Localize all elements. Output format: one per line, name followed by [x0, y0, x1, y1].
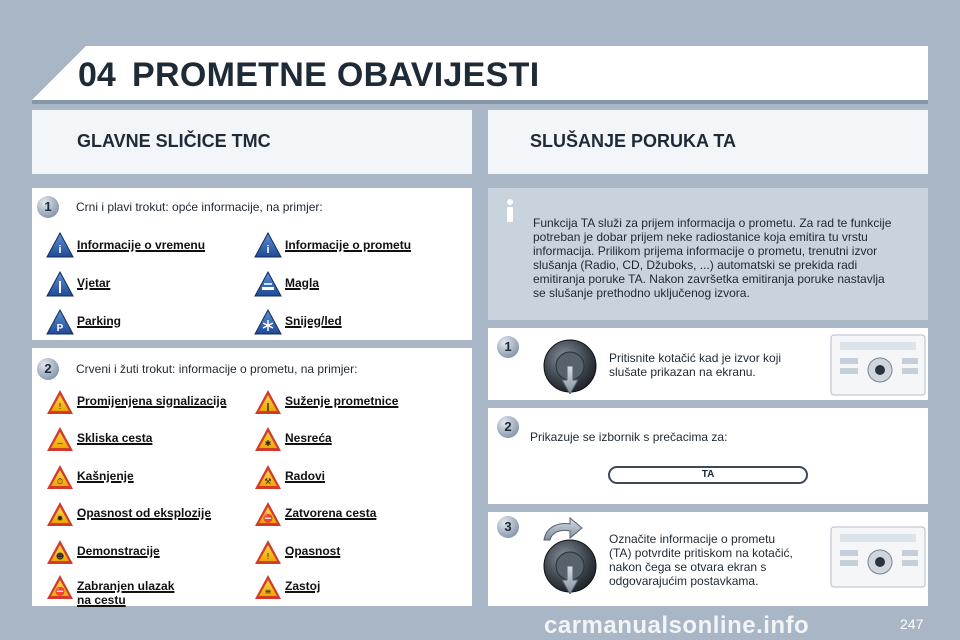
svg-text:⛔: ⛔	[263, 514, 273, 523]
radio-unit-icon	[830, 526, 926, 588]
road-narrows-icon	[254, 389, 282, 415]
svg-text:⛔: ⛔	[55, 587, 65, 596]
svg-text:i: i	[58, 244, 62, 256]
svg-text:✹: ✹	[56, 514, 64, 523]
svg-text:i: i	[266, 244, 270, 256]
ta-menu-item[interactable]: TA	[608, 466, 808, 484]
header-divider	[32, 100, 928, 104]
step-badge: 2	[37, 358, 59, 380]
ta-info-text: Funkcija TA služi za prijem informacija o prometu. Za rad te funkcije potreban je dobar prijem neke radiostanice koja emitira tu vrstu informacija. Prilikom prijema informacije o prometu, trenutni izvor slušanja (Radio, CD, Džuboks, ...) automatski se prekida radi emitiranja poruke TA. Nakon završetka emitiranja poruke nastavlja se slušanje prethodno uključenog izvora.	[533, 216, 892, 300]
rotary-knob-icon	[542, 338, 598, 394]
svg-text:⚒: ⚒	[264, 477, 272, 486]
no-entry-icon	[46, 574, 74, 600]
svg-text:⏱: ⏱	[56, 477, 64, 486]
delay-icon	[46, 464, 74, 490]
tmc-item-label: Nesreća	[285, 431, 332, 445]
rotary-knob-icon	[542, 538, 598, 594]
svg-text:‖: ‖	[266, 402, 270, 411]
step-badge: 2	[497, 416, 519, 438]
info-icon	[499, 197, 521, 223]
step2-text: Prikazuje se izbornik s prečacima za:	[530, 430, 728, 444]
tmc-item-label: Zatvorena cesta	[285, 506, 377, 520]
radio-unit-icon	[830, 334, 926, 396]
tmc-item-label: Opasnost	[285, 544, 341, 558]
explosion-icon	[46, 501, 74, 527]
step-badge: 1	[37, 196, 59, 218]
weather-info-icon	[46, 232, 74, 258]
tmc-item-label: Zabranjen ulazak na cestu	[77, 579, 175, 607]
svg-text:P: P	[56, 323, 64, 334]
chapter-number: 04	[78, 56, 116, 94]
page-title: PROMETNE OBAVIJESTI	[132, 56, 540, 94]
tmc-item-label: Radovi	[285, 469, 326, 483]
step-badge: 1	[497, 336, 519, 358]
svg-text:☻: ☻	[55, 552, 65, 561]
tmc-item-label: Vjetar	[77, 276, 111, 290]
tmc-item-label: Suženje prometnice	[285, 394, 399, 408]
fog-icon	[254, 271, 282, 297]
tmc-item-label: Promijenjena signalizacija	[77, 394, 227, 408]
group1-lead: Crni i plavi trokut: opće informacije, na primjer:	[76, 200, 323, 214]
tmc-item-label: Opasnost od eksplozije	[77, 506, 212, 520]
tmc-item-label: Zastoj	[285, 579, 321, 593]
parking-icon	[46, 309, 74, 335]
traffic-jam-icon	[254, 574, 282, 600]
danger-icon	[254, 539, 282, 565]
svg-text:✱: ✱	[264, 439, 272, 448]
tmc-item-label: Kašnjenje	[77, 469, 134, 483]
accident-icon	[254, 426, 282, 452]
signal-change-icon	[46, 389, 74, 415]
step-badge: 3	[497, 516, 519, 538]
demonstration-icon	[46, 539, 74, 565]
page-number: 247	[900, 616, 924, 632]
svg-text:~: ~	[56, 439, 64, 448]
wind-icon	[46, 271, 74, 297]
tmc-item-label: Demonstracije	[77, 544, 160, 558]
svg-text:≡: ≡	[264, 587, 272, 596]
tmc-item-label: Magla	[285, 276, 320, 290]
tmc-item-label: Snijeg/led	[285, 314, 342, 328]
traffic-info-icon	[254, 232, 282, 258]
roadworks-icon	[254, 464, 282, 490]
step3-text: Označite informacije o prometu (TA) potvrdite pritiskom na kotačić, nakon čega se otvara ekran s odgovarajućim postavkama.	[609, 532, 793, 588]
step2-panel	[488, 408, 928, 504]
slippery-road-icon	[46, 426, 74, 452]
group2-lead: Crveni i žuti trokut: informacije o prometu, na primjer:	[76, 362, 358, 376]
left-section-title: GLAVNE SLIČICE TMC	[77, 131, 271, 151]
tmc-item-label: Informacije o prometu	[285, 238, 412, 252]
svg-text:!: !	[266, 552, 270, 561]
tmc-item-label: Skliska cesta	[77, 431, 153, 445]
watermark: carmanualsonline.info	[544, 612, 810, 639]
tmc-item-label: Informacije o vremenu	[77, 238, 206, 252]
step1-text: Pritisnite kotačić kad je izvor koji slušate prikazan na ekranu.	[609, 351, 782, 379]
tmc-item-label: Parking	[77, 314, 122, 328]
right-section-title: SLUŠANJE PORUKA TA	[530, 131, 737, 151]
road-closed-icon	[254, 501, 282, 527]
snow-ice-icon	[254, 309, 282, 335]
svg-text:!: !	[58, 402, 62, 411]
